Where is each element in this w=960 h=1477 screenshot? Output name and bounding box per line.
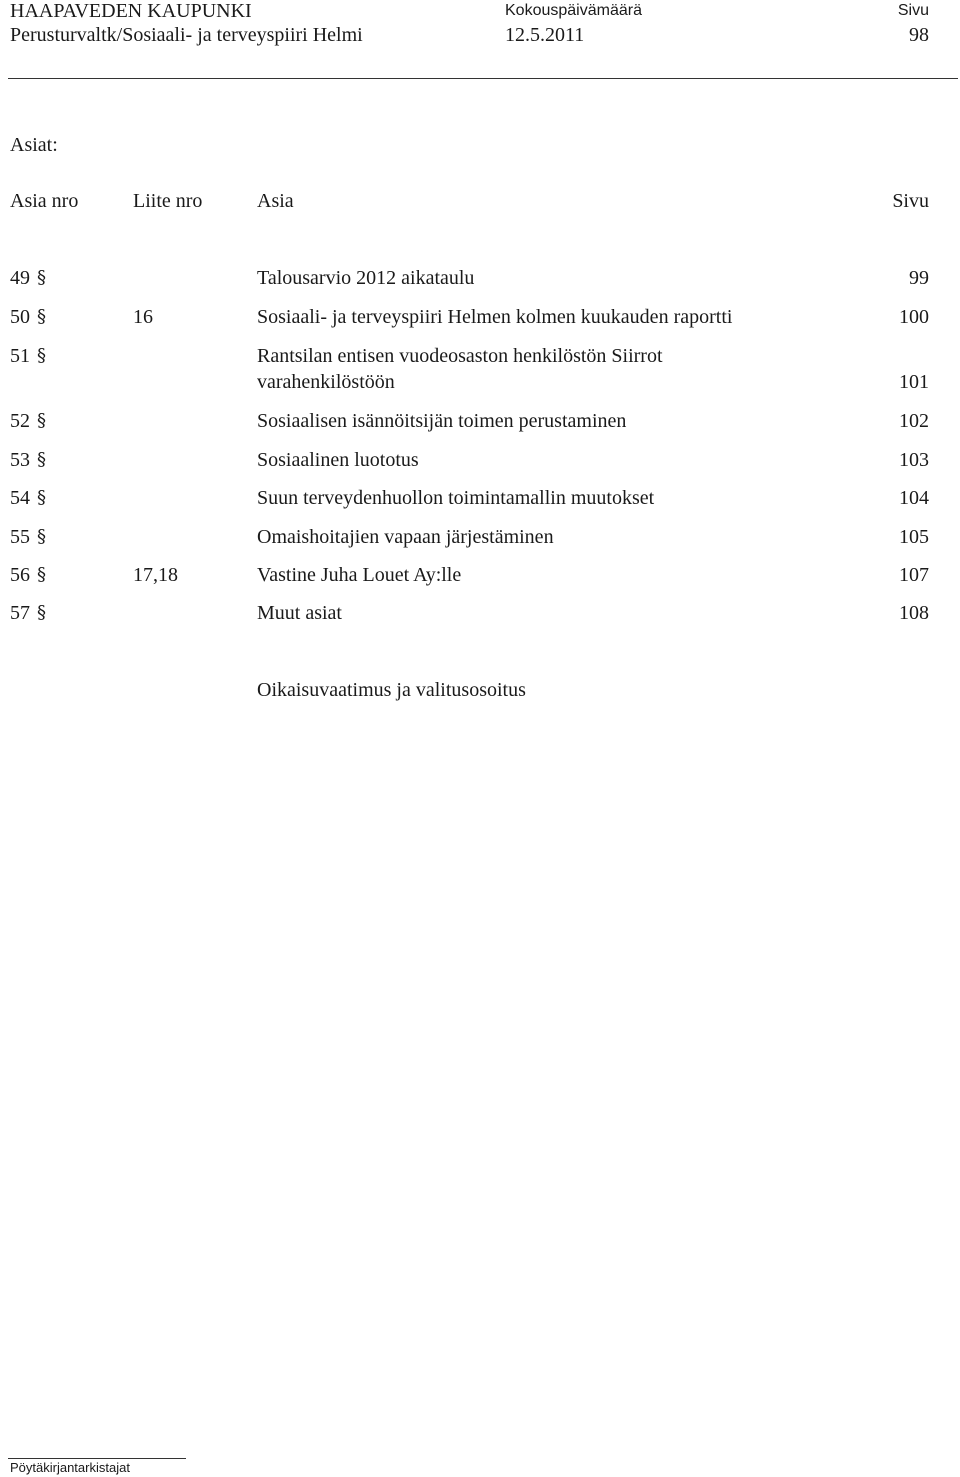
item-title-continued: varahenkilöstöön [257,371,395,393]
item-number: 53 [10,449,30,471]
section-sign-icon [36,449,46,469]
section-sign-icon [36,487,46,507]
section-sign-icon [36,526,46,546]
item-page: 99 [909,267,929,289]
item-attachment: 16 [133,306,153,328]
column-header-sivu: Sivu [892,190,929,212]
meeting-date-label: Kokouspäivämäärä [505,2,642,19]
item-title: Sosiaalinen luototus [257,449,419,471]
svg-text:§: § [37,267,46,287]
item-page: 103 [899,449,929,471]
item-number: 49 [10,267,30,289]
item-number: 56 [10,564,30,586]
item-number: 55 [10,526,30,548]
section-sign-icon [36,306,46,326]
svg-text:§: § [37,487,46,507]
item-title: Muut asiat [257,602,342,624]
item-title: Sosiaalisen isännöitsijän toimen perustaminen [257,410,627,432]
item-number: 52 [10,410,30,432]
item-title: Rantsilan entisen vuodeosaston henkilöstön Siirrot [257,345,663,367]
svg-text:§: § [37,345,46,365]
item-page: 100 [899,306,929,328]
meeting-date: 12.5.2011 [505,24,585,46]
item-page: 105 [899,526,929,548]
svg-text:§: § [37,602,46,622]
item-page: 102 [899,410,929,432]
item-page: 108 [899,602,929,624]
item-attachment: 17,18 [133,564,178,586]
item-number: 57 [10,602,30,624]
footer-reviewers-label: Pöytäkirjantarkistajat [10,1460,130,1475]
svg-text:§: § [37,449,46,469]
page-label: Sivu [897,2,929,19]
page-number: 98 [909,24,929,46]
department-name: Perusturvaltk/Sosiaali- ja terveyspiiri Helmi [10,24,363,46]
item-title: Sosiaali- ja terveyspiiri Helmen kolmen kuukauden raportti [257,306,733,328]
item-page: 101 [899,371,929,393]
item-number: 51 [10,345,30,367]
column-header-asia-nro: Asia nro [10,190,79,212]
svg-text:§: § [37,410,46,430]
footer-divider [8,1458,186,1459]
svg-text:§: § [37,564,46,584]
item-title: Suun terveydenhuollon toimintamallin muutokset [257,487,655,509]
section-sign-icon [36,345,46,365]
item-title: Omaishoitajien vapaan järjestäminen [257,526,554,548]
column-header-asia: Asia [257,190,294,212]
organization-name: HAAPAVEDEN KAUPUNKI [10,0,252,22]
section-sign-icon [36,267,46,287]
svg-text:§: § [37,526,46,546]
item-title: Vastine Juha Louet Ay:lle [257,564,462,586]
section-sign-icon [36,410,46,430]
item-number: 50 [10,306,30,328]
item-page: 104 [899,487,929,509]
column-header-liite-nro: Liite nro [133,190,203,212]
section-title: Asiat: [10,134,58,156]
svg-text:§: § [37,306,46,326]
section-sign-icon [36,564,46,584]
item-title: Talousarvio 2012 aikataulu [257,267,475,289]
header-divider [8,78,958,79]
appeal-instructions-note: Oikaisuvaatimus ja valitusosoitus [257,679,526,701]
item-page: 107 [899,564,929,586]
item-number: 54 [10,487,30,509]
section-sign-icon [36,602,46,622]
